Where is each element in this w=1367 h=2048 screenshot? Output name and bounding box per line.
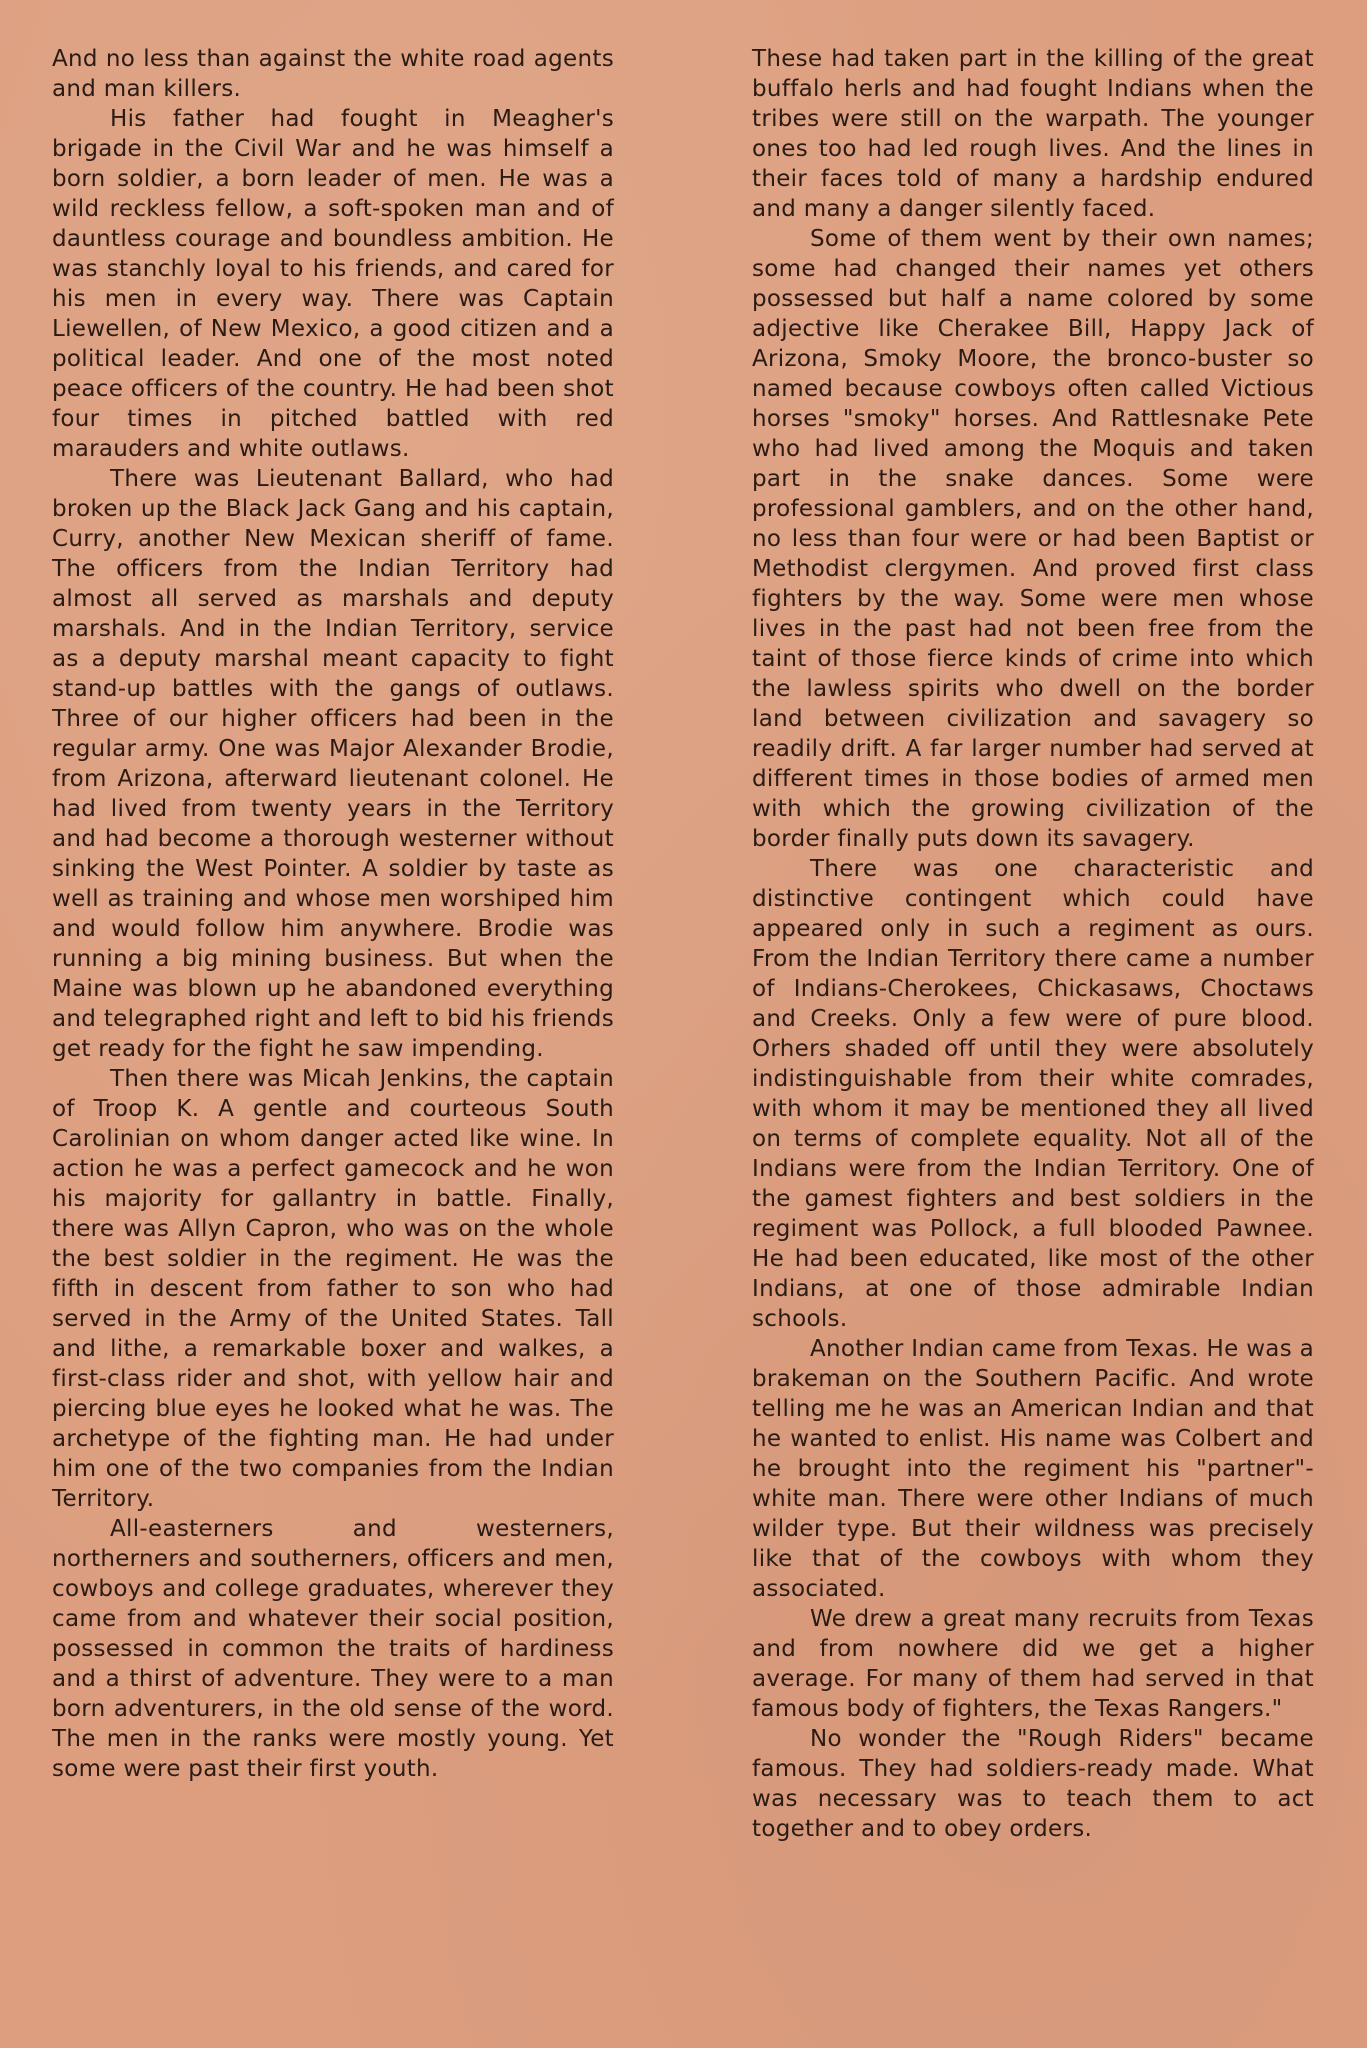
paragraph: There was Lieutenant Ballard, who had broken up the Black Jack Gang and his captain, Curry, another New Mexican sheriff of fame. The officers from the Indian Territory had almost all served as marshals and deputy marshals. And in the Indian Territory, service as a deputy marshal meant capacity to fight stand-up battles with the gangs of outlaws. Three of our higher officers had been in the regular army. One was Major Alexander Brodie, from Arizona, afterward lieutenant colonel. He had lived from twenty years in the Territory and had become a thorough westerner without sinking the West Pointer. A soldier by taste as well as training and whose men worshiped him and would follow him anywhere. Brodie was running a big mining business. But when the Maine was blown up he abandoned everything and telegraphed right and left to bid his friends get ready for the fight he saw impending.: [52, 466, 614, 1062]
paragraph: We drew a great many recruits from Texas and from nowhere did we get a higher average. For many of them had served in that famous body of fighters, the Texas Rangers.": [752, 1606, 1314, 1722]
paragraph: All-easterners and westerners, northerners and southerners, officers and men, cowboys and college graduates, wherever they came from and whatever their social position, possessed in common the traits of hardiness and a thirst of adventure. They were to a man born adventurers, in the old sense of the word. The men in the ranks were mostly young. Yet some were past their first youth.: [52, 1516, 614, 1782]
paragraph: These had taken part in the killing of the great buffalo herls and had fought Indians when the tribes were still on the warpath. The younger ones too had led rough lives. And the lines in their faces told of many a hardship endured and many a danger silently faced.: [752, 46, 1314, 222]
text-column-right: [752, 44, 1314, 1844]
text-column-left: [52, 44, 614, 1784]
paragraph: Some of them went by their own names; some had changed their names yet others possessed but half a name colored by some adjective like Cherakee Bill, Happy Jack of Arizona, Smoky Moore, the bronco-buster so named because cowboys often called Victious horses "smoky" horses. And Rattlesnake Pete who had lived among the Moquis and taken part in the snake dances. Some were professional gamblers, and on the other hand, no less than four were or had been Baptist or Methodist clergymen. And proved first class fighters by the way. Some were men whose lives in the past had not been free from the taint of those fierce kinds of crime into which the lawless spirits who dwell on the border land between civilization and savagery so readily drift. A far larger number had served at different times in those bodies of armed men with which the growing civilization of the border finally puts down its savagery.: [752, 226, 1314, 852]
paragraph: There was one characteristic and distinctive contingent which could have appeared only in such a regiment as ours. From the Indian Territory there came a number of Indians-Cherokees, Chickasaws, Choctaws and Creeks. Only a few were of pure blood. Orhers shaded off until they were absolutely indistinguishable from their white comrades, with whom it may be mentioned they all lived on terms of complete equality. Not all of the Indians were from the Indian Territory. One of the gamest fighters and best soldiers in the regiment was Pollock, a full blooded Pawnee. He had been educated, like most of the other Indians, at one of those admirable Indian schools.: [752, 856, 1314, 1332]
paragraph: No wonder the "Rough Riders" became famous. They had soldiers-ready made. What was necessary was to teach them to act together and to obey orders.: [752, 1726, 1314, 1842]
paragraph: And no less than against the white road agents and man killers.: [52, 46, 614, 102]
paragraph: Another Indian came from Texas. He was a brakeman on the Southern Pacific. And wrote telling me he was an American Indian and that he wanted to enlist. His name was Colbert and he brought into the regiment his "partner"- white man. There were other Indians of much wilder type. But their wildness was precisely like that of the cowboys with whom they associated.: [752, 1336, 1314, 1602]
paragraph: Then there was Micah Jenkins, the captain of Troop K. A gentle and courteous South Carolinian on whom danger acted like wine. In action he was a perfect gamecock and he won his majority for gallantry in battle. Finally, there was Allyn Capron, who was on the whole the best soldier in the regiment. He was the fifth in descent from father to son who had served in the Army of the United States. Tall and lithe, a remarkable boxer and walkes, a first-class rider and shot, with yellow hair and piercing blue eyes he looked what he was. The archetype of the fighting man. He had under him one of the two companies from the Indian Territory.: [52, 1066, 614, 1512]
paragraph: His father had fought in Meagher's brigade in the Civil War and he was himself a born soldier, a born leader of men. He was a wild reckless fellow, a soft-spoken man and of dauntless courage and boundless ambition. He was stanchly loyal to his friends, and cared for his men in every way. There was Captain Liewellen, of New Mexico, a good citizen and a political leader. And one of the most noted peace officers of the country. He had been shot four times in pitched battled with red marauders and white outlaws.: [52, 106, 614, 462]
